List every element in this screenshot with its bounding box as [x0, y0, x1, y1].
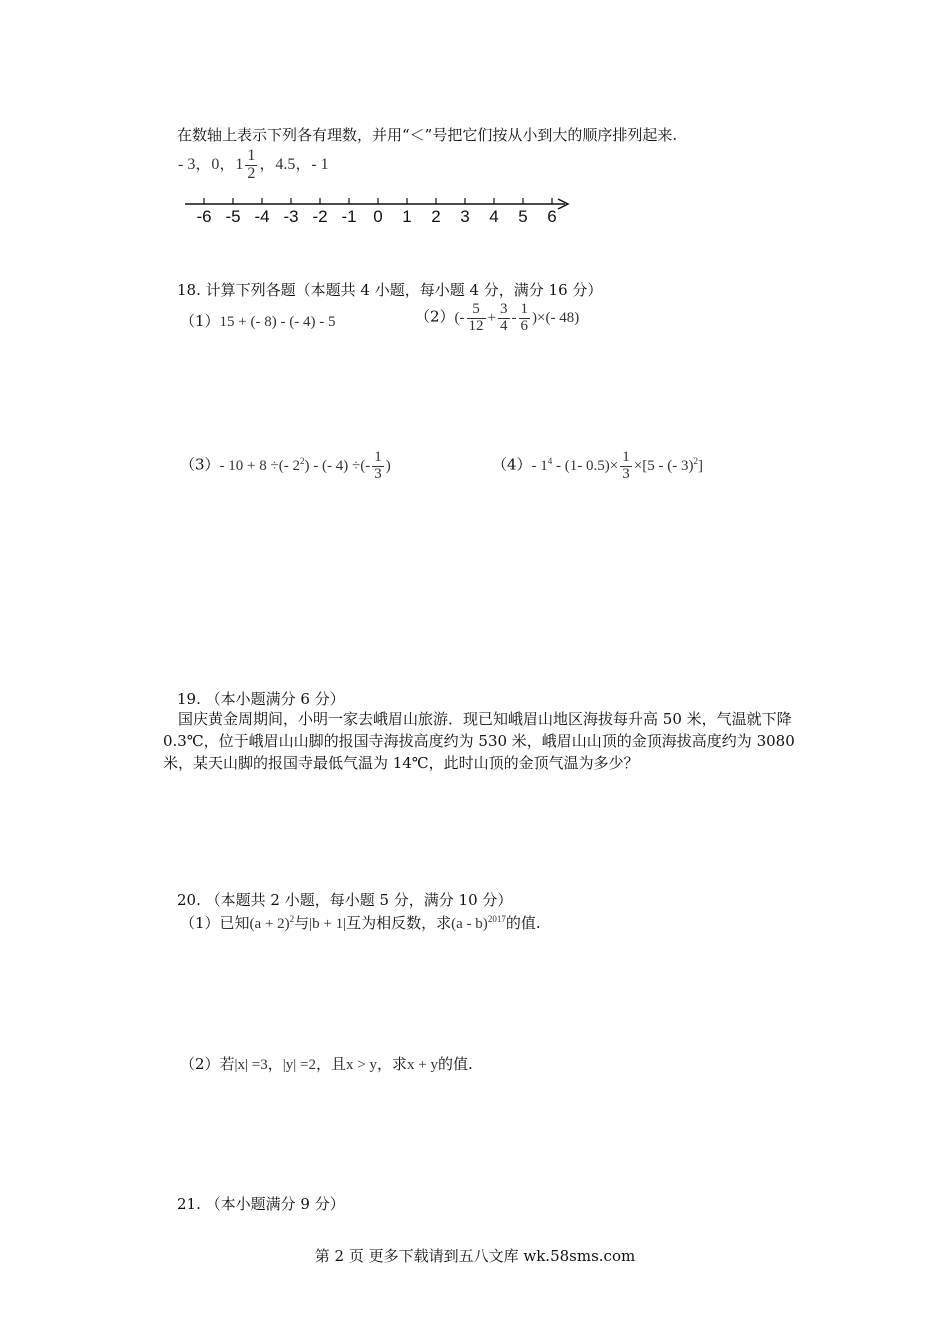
- axis-tick-label: -2: [312, 207, 328, 226]
- q17-mixed-fraction: [245, 148, 257, 183]
- q18-title: 18. 计算下列各题（本题共 4 小题，每小题 4 分，满分 16 分）: [177, 281, 603, 299]
- q18-part4: [492, 450, 703, 483]
- number-line: [180, 190, 580, 230]
- axis-tick-label: -5: [225, 207, 241, 226]
- axis-tick-label: -6: [196, 207, 212, 226]
- q20-part1: （1）已知$(a + 2)^2$与|b + 1|互为相反数，求(a - b)$^{2017}$的值.: [180, 914, 541, 932]
- q19-body: [163, 708, 813, 774]
- q18-p2-expression: (- $\frac{5}{12}$ + $\frac{3}{4}$ - $\frac{1}{6}$ )×(- 48): [454, 301, 580, 334]
- axis-tick-label: 3: [460, 207, 470, 226]
- q18-part3: [180, 450, 391, 483]
- q18-p1-expression: 15 + (- 8) - (- 4) - 5: [219, 314, 336, 330]
- q17-numbers: [178, 148, 329, 183]
- q20-title: 20. （本题共 2 小题，每小题 5 分，满分 10 分）: [177, 891, 513, 909]
- q19-body-text: 国庆黄金周期间，小明一家去峨眉山旅游．现已知峨眉山地区海拔每升高 50 米，气温就下降 0.3℃，位于峨眉山山脚的报国寺海拔高度约为 530 米，峨眉山山顶的金顶海拔高度约为 3080 米，某天山脚的报国寺最低气温为 14℃，此时山顶的金顶气温为多少？: [163, 710, 795, 772]
- axis-tick-label: -4: [254, 207, 270, 226]
- q17-numbers-prefix: - 3，0，1: [178, 155, 244, 173]
- axis-tick-label: 4: [489, 207, 499, 226]
- q18-p3-expression: - 10 + 8 ÷(- $2^2$) - (- 4) ÷(- $\frac{1}{3}$ ): [219, 449, 391, 482]
- q18-part2: [415, 302, 579, 335]
- q17-frac-num: 1: [247, 147, 256, 164]
- q18-p1-label: （1）: [180, 312, 220, 330]
- axis-tick-label: -3: [283, 207, 299, 226]
- q18-part1: [180, 310, 335, 331]
- q21-title: 21. （本小题满分 9 分）: [177, 1195, 345, 1213]
- q18-p2-label: （2）: [415, 307, 455, 326]
- page-footer: 第 2 页 更多下载请到五八文库 wk.58sms.com: [314, 1247, 636, 1265]
- axis-tick-label: 5: [518, 207, 528, 226]
- q18-p4-label: （4）: [492, 455, 532, 474]
- axis-tick-label: 0: [373, 207, 383, 226]
- q17-instruction: 在数轴上表示下列各有理数，并用“＜”号把它们按从小到大的顺序排列起来.: [177, 126, 678, 144]
- q18-p4-expression: - $1^4 - (1-$ 0.5)× $\frac{1}{3}$ ×[5 - (- 3)$^2$]: [531, 449, 703, 482]
- q18-p3-label: （3）: [180, 455, 220, 474]
- q17-frac-den: 2: [247, 164, 256, 182]
- axis-tick-label: 2: [431, 207, 441, 226]
- q19-title: 19. （本小题满分 6 分）: [177, 690, 345, 708]
- axis-tick-label: 6: [547, 207, 557, 226]
- q17-numbers-suffix: ，4.5，- 1: [259, 155, 329, 173]
- q20-part2: （2）若|x| =3，|y| =2，且x > y，求x + y的值.: [180, 1055, 473, 1073]
- axis-tick-label: 1: [402, 207, 412, 226]
- axis-tick-label: -1: [341, 207, 357, 226]
